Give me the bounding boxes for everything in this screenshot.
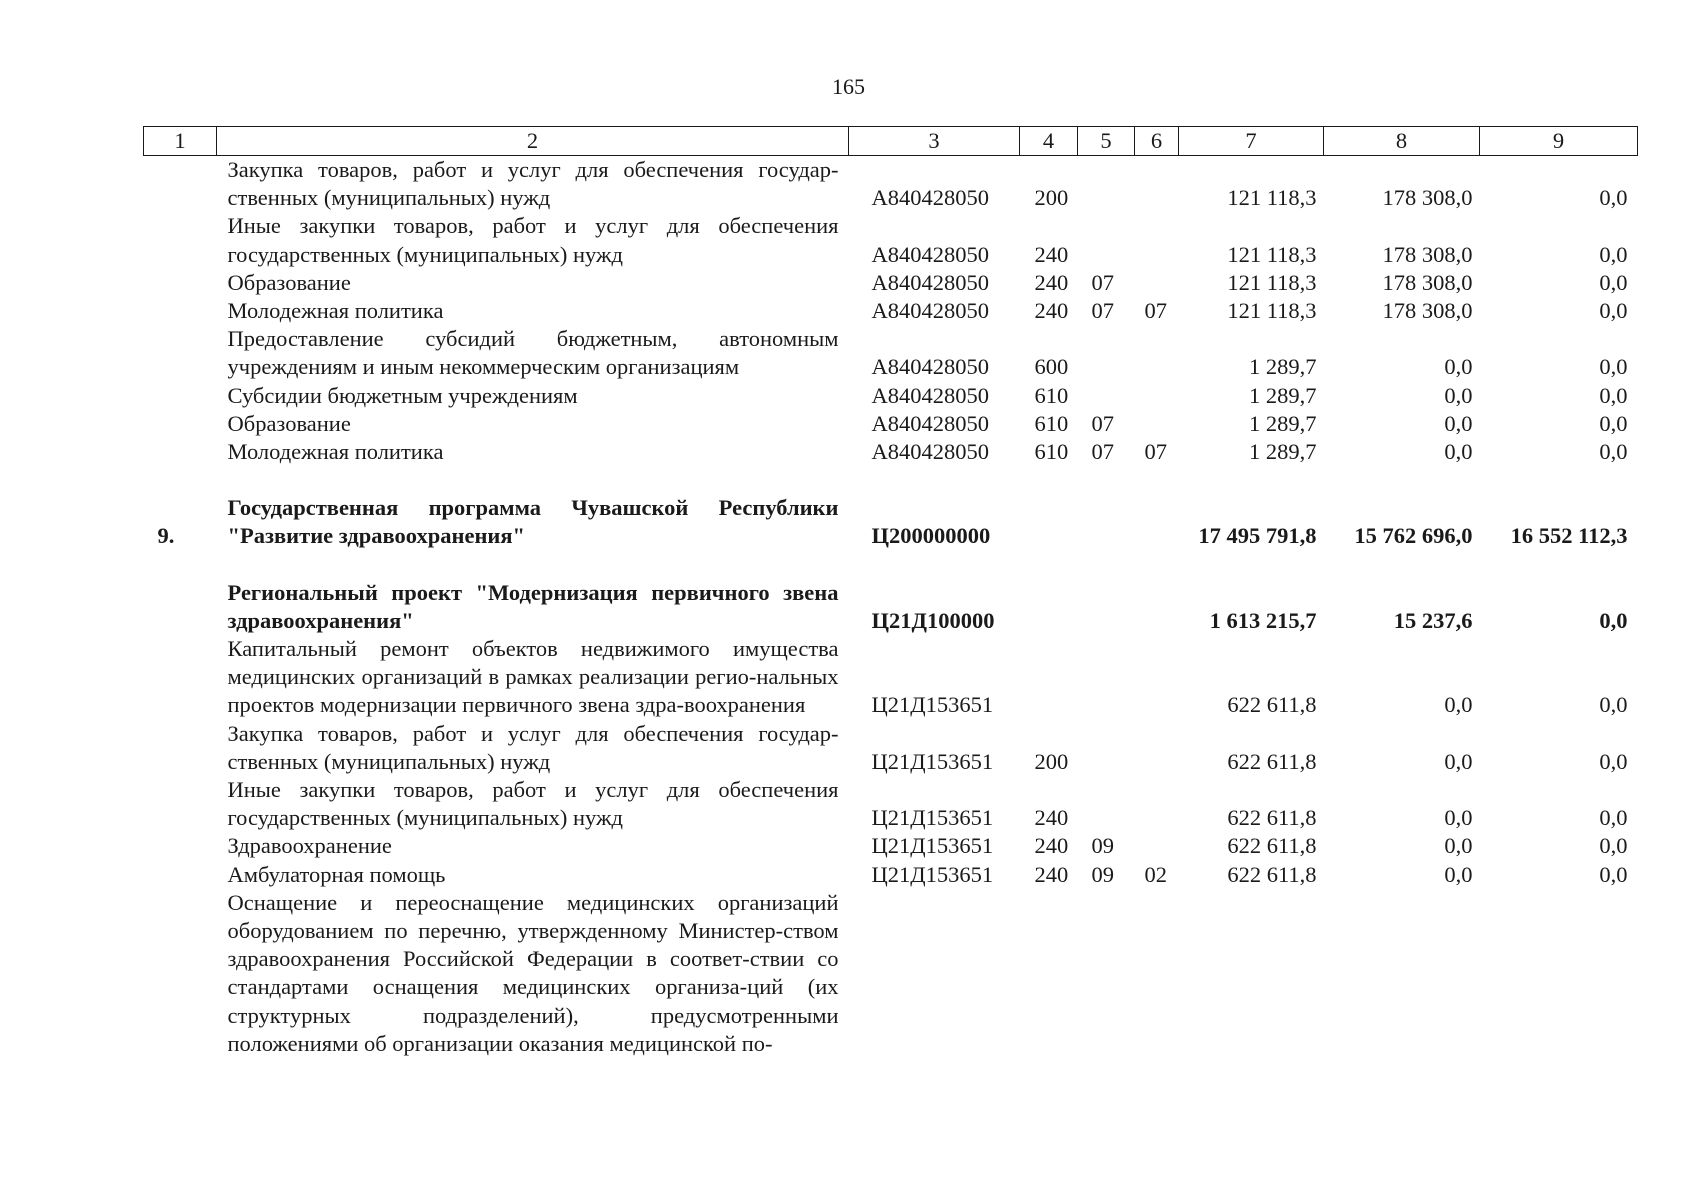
subsection-code <box>1135 410 1179 438</box>
row-number <box>144 156 217 213</box>
row-number <box>144 438 217 466</box>
row-number <box>144 889 217 1058</box>
section-code <box>1078 776 1135 832</box>
row-description: Образование <box>227 269 351 295</box>
section-code: 07 <box>1091 298 1114 324</box>
page-number: 165 <box>832 74 865 99</box>
row-description: Капитальный ремонт объектов недвижимого имущества медицинских организаций в рамках реализации регио-нальных проектов модернизации первичного звена здра-воохранения <box>227 636 839 718</box>
amount-col-8: 178 308,0 <box>1382 241 1473 267</box>
section-code <box>1078 212 1135 268</box>
amount-col-9: 0,0 <box>1599 692 1628 718</box>
amount-col-9: 0,0 <box>1599 439 1628 465</box>
subsection-code <box>1135 494 1179 550</box>
subsection-code <box>1135 889 1179 1058</box>
col-header-3: 3 <box>849 127 1020 156</box>
col-header-1: 1 <box>144 127 217 156</box>
table-row <box>144 156 1638 213</box>
amount-col-9: 0,0 <box>1599 748 1628 774</box>
subsection-code: 07 <box>1144 298 1167 324</box>
expense-type-code <box>1020 579 1078 635</box>
subsection-code <box>1135 776 1179 832</box>
amount-col-9: 0,0 <box>1599 241 1628 267</box>
section-code: 09 <box>1091 861 1114 887</box>
row-description: Иные закупки товаров, работ и услуг для обеспечения государственных (муниципальных) нужд <box>227 777 839 831</box>
row-description: Оснащение и переоснащение медицинских организаций оборудованием по перечню, утвержденному Министер-ством здравоохранения Российской Федерации в соответ-ствии со стандартами оснащения медицинских организа-ций (их структурных подразделений), предусмотренными положениями об организации оказания медицинской по- <box>227 889 839 1056</box>
subsection-code <box>1135 269 1179 297</box>
spacer-row <box>144 551 1638 579</box>
amount-col-7: 1 613 215,7 <box>1209 607 1317 633</box>
expense-type-code: 610 <box>1034 410 1069 436</box>
amount-col-7: 121 118,3 <box>1227 298 1317 324</box>
expense-type-code: 240 <box>1034 861 1069 887</box>
amount-col-9: 0,0 <box>1599 833 1628 859</box>
table-row <box>144 720 1638 776</box>
table-row <box>144 832 1638 860</box>
expense-type-code: 610 <box>1034 382 1069 408</box>
amount-col-8: 0,0 <box>1444 748 1473 774</box>
subsection-code: 07 <box>1144 439 1167 465</box>
amount-col-7: 622 611,8 <box>1227 748 1317 774</box>
section-code: 07 <box>1091 269 1114 295</box>
amount-col-9: 0,0 <box>1599 298 1628 324</box>
row-description: Иные закупки товаров, работ и услуг для обеспечения государственных (муниципальных) нужд <box>227 213 839 267</box>
table-row <box>144 438 1638 466</box>
row-description: Закупка товаров, работ и услуг для обеспечения государ-ственных (муниципальных) нужд <box>227 720 839 774</box>
table-row <box>144 889 1638 1058</box>
row-number <box>144 776 217 832</box>
row-number: 9. <box>157 523 175 549</box>
table-header <box>144 127 1638 156</box>
row-number <box>144 297 217 325</box>
amount-col-7: 17 495 791,8 <box>1198 523 1317 549</box>
expense-type-code: 240 <box>1034 269 1069 295</box>
amount-col-8: 0,0 <box>1444 833 1473 859</box>
col-header-7: 7 <box>1179 127 1324 156</box>
target-article-code: А840428050 <box>871 298 989 324</box>
target-article-code: Ц21Д153651 <box>871 692 994 718</box>
subsection-code <box>1135 325 1179 381</box>
table-row <box>144 635 1638 720</box>
row-number <box>144 720 217 776</box>
amount-col-9: 16 552 112,3 <box>1510 523 1628 549</box>
target-article-code: А840428050 <box>871 354 989 380</box>
header-row <box>144 127 1638 156</box>
amount-col-8: 0,0 <box>1444 410 1473 436</box>
target-article-code: А840428050 <box>871 241 989 267</box>
amount-col-8: 178 308,0 <box>1382 269 1473 295</box>
col-header-2: 2 <box>217 127 849 156</box>
row-number <box>144 269 217 297</box>
table-row <box>144 494 1638 550</box>
col-header-8: 8 <box>1324 127 1480 156</box>
table-row <box>144 410 1638 438</box>
subsection-code: 02 <box>1144 861 1167 887</box>
expense-type-code: 240 <box>1034 833 1069 859</box>
table-row <box>144 579 1638 635</box>
target-article-code: Ц21Д153651 <box>871 861 994 887</box>
section-code <box>1078 635 1135 720</box>
amount-col-7: 622 611,8 <box>1227 861 1317 887</box>
table-row <box>144 861 1638 889</box>
amount-col-9: 0,0 <box>1599 185 1628 211</box>
row-number <box>144 635 217 720</box>
budget-table <box>143 126 1638 1058</box>
row-description: Государственная программа Чувашской Республики "Развитие здравоохранения" <box>227 495 839 549</box>
row-number <box>144 212 217 268</box>
table-row <box>144 776 1638 832</box>
amount-col-9: 0,0 <box>1599 410 1628 436</box>
row-description: Амбулаторная помощь <box>227 861 446 887</box>
target-article-code: А840428050 <box>871 269 989 295</box>
amount-col-8: 0,0 <box>1444 692 1473 718</box>
target-article-code <box>849 889 1020 1058</box>
row-description: Образование <box>227 410 351 436</box>
row-number <box>144 325 217 381</box>
section-code: 09 <box>1091 833 1114 859</box>
subsection-code <box>1135 156 1179 213</box>
section-code <box>1078 494 1135 550</box>
target-article-code: А840428050 <box>871 410 989 436</box>
row-number <box>144 410 217 438</box>
amount-col-9: 0,0 <box>1599 269 1628 295</box>
expense-type-code <box>1020 889 1078 1058</box>
expense-type-code: 610 <box>1034 439 1069 465</box>
target-article-code: А840428050 <box>871 185 989 211</box>
row-description: Субсидии бюджетным учреждениям <box>227 382 578 408</box>
amount-col-7: 622 611,8 <box>1227 692 1317 718</box>
section-code: 07 <box>1091 439 1114 465</box>
subsection-code <box>1135 720 1179 776</box>
amount-col-7: 1 289,7 <box>1249 410 1317 436</box>
row-description: Предоставление субсидий бюджетным, автономным учреждениям и иным некоммерческим организациям <box>227 326 839 380</box>
amount-col-8: 15 237,6 <box>1393 607 1473 633</box>
expense-type-code: 240 <box>1034 241 1069 267</box>
amount-col-9: 0,0 <box>1599 354 1628 380</box>
amount-col-7: 121 118,3 <box>1227 185 1317 211</box>
row-number <box>144 579 217 635</box>
amount-col-8: 178 308,0 <box>1382 298 1473 324</box>
row-description: Региональный проект "Модернизация первичного звена здравоохранения" <box>227 579 839 633</box>
expense-type-code: 200 <box>1034 185 1069 211</box>
amount-col-9: 0,0 <box>1599 805 1628 831</box>
row-description: Закупка товаров, работ и услуг для обеспечения государ-ственных (муниципальных) нужд <box>227 157 839 211</box>
section-code <box>1078 325 1135 381</box>
amount-col-9: 0,0 <box>1599 607 1628 633</box>
expense-type-code: 200 <box>1034 748 1069 774</box>
expense-type-code: 600 <box>1034 354 1069 380</box>
amount-col-9: 0,0 <box>1599 861 1628 887</box>
expense-type-code <box>1020 494 1078 550</box>
row-description: Молодежная политика <box>227 439 444 465</box>
amount-col-7: 1 289,7 <box>1249 354 1317 380</box>
subsection-code <box>1135 832 1179 860</box>
expense-type-code <box>1020 635 1078 720</box>
table-row <box>144 382 1638 410</box>
amount-col-7: 121 118,3 <box>1227 241 1317 267</box>
amount-col-8: 0,0 <box>1444 382 1473 408</box>
target-article-code: Ц21Д100000 <box>871 607 995 633</box>
amount-col-8: 178 308,0 <box>1382 185 1473 211</box>
amount-col-7: 1 289,7 <box>1249 439 1317 465</box>
amount-col-7: 622 611,8 <box>1227 833 1317 859</box>
amount-col-7: 121 118,3 <box>1227 269 1317 295</box>
col-header-6: 6 <box>1135 127 1179 156</box>
row-number <box>144 832 217 860</box>
amount-col-9 <box>1480 889 1638 1058</box>
col-header-5: 5 <box>1078 127 1135 156</box>
table-row <box>144 325 1638 381</box>
section-code <box>1078 156 1135 213</box>
amount-col-8: 0,0 <box>1444 805 1473 831</box>
target-article-code: А840428050 <box>871 382 989 408</box>
row-number <box>144 861 217 889</box>
row-number <box>144 382 217 410</box>
table-row <box>144 269 1638 297</box>
target-article-code: Ц21Д153651 <box>871 805 994 831</box>
section-code <box>1078 579 1135 635</box>
expense-type-code: 240 <box>1034 805 1069 831</box>
amount-col-8 <box>1324 889 1480 1058</box>
expense-type-code: 240 <box>1034 298 1069 324</box>
table-body <box>144 156 1638 1059</box>
section-code <box>1078 382 1135 410</box>
subsection-code <box>1135 382 1179 410</box>
table-row <box>144 297 1638 325</box>
amount-col-8: 0,0 <box>1444 439 1473 465</box>
amount-col-8: 0,0 <box>1444 861 1473 887</box>
subsection-code <box>1135 579 1179 635</box>
amount-col-7 <box>1179 889 1324 1058</box>
subsection-code <box>1135 635 1179 720</box>
target-article-code: Ц21Д153651 <box>871 748 994 774</box>
target-article-code: Ц21Д153651 <box>871 833 994 859</box>
amount-col-7: 622 611,8 <box>1227 805 1317 831</box>
section-code <box>1078 720 1135 776</box>
amount-col-9: 0,0 <box>1599 382 1628 408</box>
subsection-code <box>1135 212 1179 268</box>
target-article-code: А840428050 <box>871 439 989 465</box>
amount-col-8: 0,0 <box>1444 354 1473 380</box>
section-code <box>1078 889 1135 1058</box>
row-description: Молодежная политика <box>227 298 444 324</box>
row-description: Здравоохранение <box>227 833 392 859</box>
section-code: 07 <box>1091 410 1114 436</box>
target-article-code: Ц200000000 <box>871 523 991 549</box>
amount-col-7: 1 289,7 <box>1249 382 1317 408</box>
col-header-9: 9 <box>1480 127 1638 156</box>
col-header-4: 4 <box>1020 127 1078 156</box>
amount-col-8: 15 762 696,0 <box>1354 523 1473 549</box>
table-row <box>144 212 1638 268</box>
spacer-row <box>144 466 1638 494</box>
